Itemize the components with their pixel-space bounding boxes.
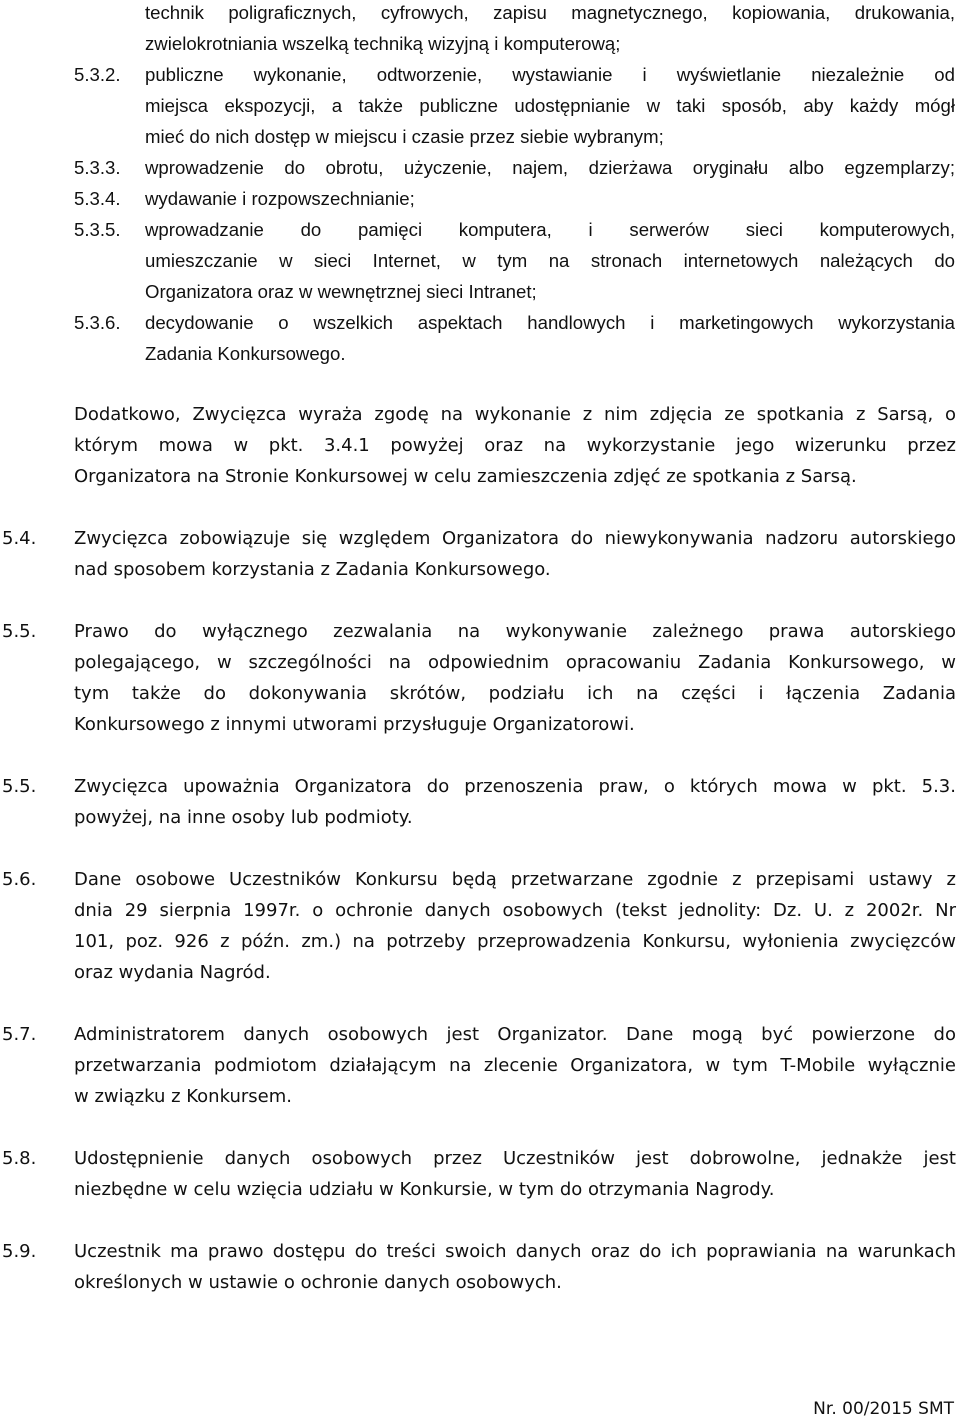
section-number: 5.8. xyxy=(2,1148,37,1169)
text-line: technik poligraficznych, cyfrowych, zapisu magnetycznego, kopiowania, drukowania, xyxy=(145,2,955,23)
text-line: Organizatora na Stronie Konkursowej w celu zamieszczenia zdjęć ze spotkania z Sarsą. xyxy=(74,466,857,487)
text-line: określonych w ustawie o ochronie danych osobowych. xyxy=(74,1272,562,1293)
text-line: polegającego, w szczególności na odpowiednim opracowaniu Zadania Konkursowego, w xyxy=(74,652,956,673)
text-line: Organizatora oraz w wewnętrznej sieci Intranet; xyxy=(145,281,537,302)
text-line: powyżej, na inne osoby lub podmioty. xyxy=(74,807,413,828)
item-number: 5.3.5. xyxy=(74,219,121,240)
page-footer: Nr. 00/2015 SMT xyxy=(813,1399,954,1419)
item-number: 5.3.2. xyxy=(74,64,121,85)
text-line: w związku z Konkursem. xyxy=(74,1086,292,1107)
text-line: nad sposobem korzystania z Zadania Konkursowego. xyxy=(74,559,551,580)
section-number: 5.7. xyxy=(2,1024,37,1045)
text-line: decydowanie o wszelkich aspektach handlowych i marketingowych wykorzystania xyxy=(145,312,955,333)
section-number: 5.5. xyxy=(2,776,37,797)
text-line: Zadania Konkursowego. xyxy=(145,343,346,364)
text-line: mieć do nich dostęp w miejscu i czasie przez siebie wybranym; xyxy=(145,126,664,147)
text-line: Zwycięzca upoważnia Organizatora do przenoszenia praw, o których mowa w pkt. 5.3. xyxy=(74,776,956,797)
text-line: którym mowa w pkt. 3.4.1 powyżej oraz na wykorzystanie jego wizerunku przez xyxy=(74,435,956,456)
text-line: wydawanie i rozpowszechnianie; xyxy=(145,188,415,209)
text-line: Zwycięzca zobowiązuje się względem Organizatora do niewykonywania nadzoru autorskiego xyxy=(74,528,956,549)
section-number: 5.4. xyxy=(2,528,37,549)
text-line: Udostępnienie danych osobowych przez Uczestników jest dobrowolne, jednakże jest xyxy=(74,1148,956,1169)
text-line: dnia 29 sierpnia 1997r. o ochronie danych osobowych (tekst jednolity: Dz. U. z 2002r. Nr xyxy=(74,900,956,921)
text-line: miejsca ekspozycji, a także publiczne udostępnianie w taki sposób, aby każdy mógł xyxy=(145,95,955,116)
item-number: 5.3.6. xyxy=(74,312,121,333)
text-line: wprowadzenie do obrotu, użyczenie, najem, dzierżawa oryginału albo egzemplarzy; xyxy=(145,157,955,178)
text-line: Dodatkowo, Zwycięzca wyraża zgodę na wykonanie z nim zdjęcia ze spotkania z Sarsą, o xyxy=(74,404,956,425)
text-line: publiczne wykonanie, odtworzenie, wystawianie i wyświetlanie niezależnie od xyxy=(145,64,955,85)
text-line: Dane osobowe Uczestników Konkursu będą przetwarzane zgodnie z przepisami ustawy z xyxy=(74,869,956,890)
text-line: przetwarzania podmiotom działającym na zlecenie Organizatora, w tym T-Mobile wyłącznie xyxy=(74,1055,956,1076)
text-line: umieszczanie w sieci Internet, w tym na stronach internetowych należących do xyxy=(145,250,955,271)
text-line: wprowadzanie do pamięci komputera, i serwerów sieci komputerowych, xyxy=(145,219,955,240)
text-line: oraz wydania Nagród. xyxy=(74,962,271,983)
text-line: Administratorem danych osobowych jest Organizator. Dane mogą być powierzone do xyxy=(74,1024,956,1045)
text-line: 101, poz. 926 z późn. zm.) na potrzeby przeprowadzenia Konkursu, wyłonienia zwycięzców xyxy=(74,931,956,952)
text-line: Konkursowego z innymi utworami przysługuje Organizatorowi. xyxy=(74,714,635,735)
section-number: 5.9. xyxy=(2,1241,37,1262)
text-line: Uczestnik ma prawo dostępu do treści swoich danych oraz do ich poprawiania na warunkach xyxy=(74,1241,956,1262)
item-number: 5.3.4. xyxy=(74,188,121,209)
section-number: 5.5. xyxy=(2,621,37,642)
item-number: 5.3.3. xyxy=(74,157,121,178)
text-line: zwielokrotniania wszelką techniką wizyjną i komputerową; xyxy=(145,33,621,54)
text-line: niezbędne w celu wzięcia udziału w Konkursie, w tym do otrzymania Nagrody. xyxy=(74,1179,775,1200)
text-line: tym także do dokonywania skrótów, podziału ich na części i łączenia Zadania xyxy=(74,683,956,704)
text-line: Prawo do wyłącznego zezwalania na wykonywanie zależnego prawa autorskiego xyxy=(74,621,956,642)
section-number: 5.6. xyxy=(2,869,37,890)
